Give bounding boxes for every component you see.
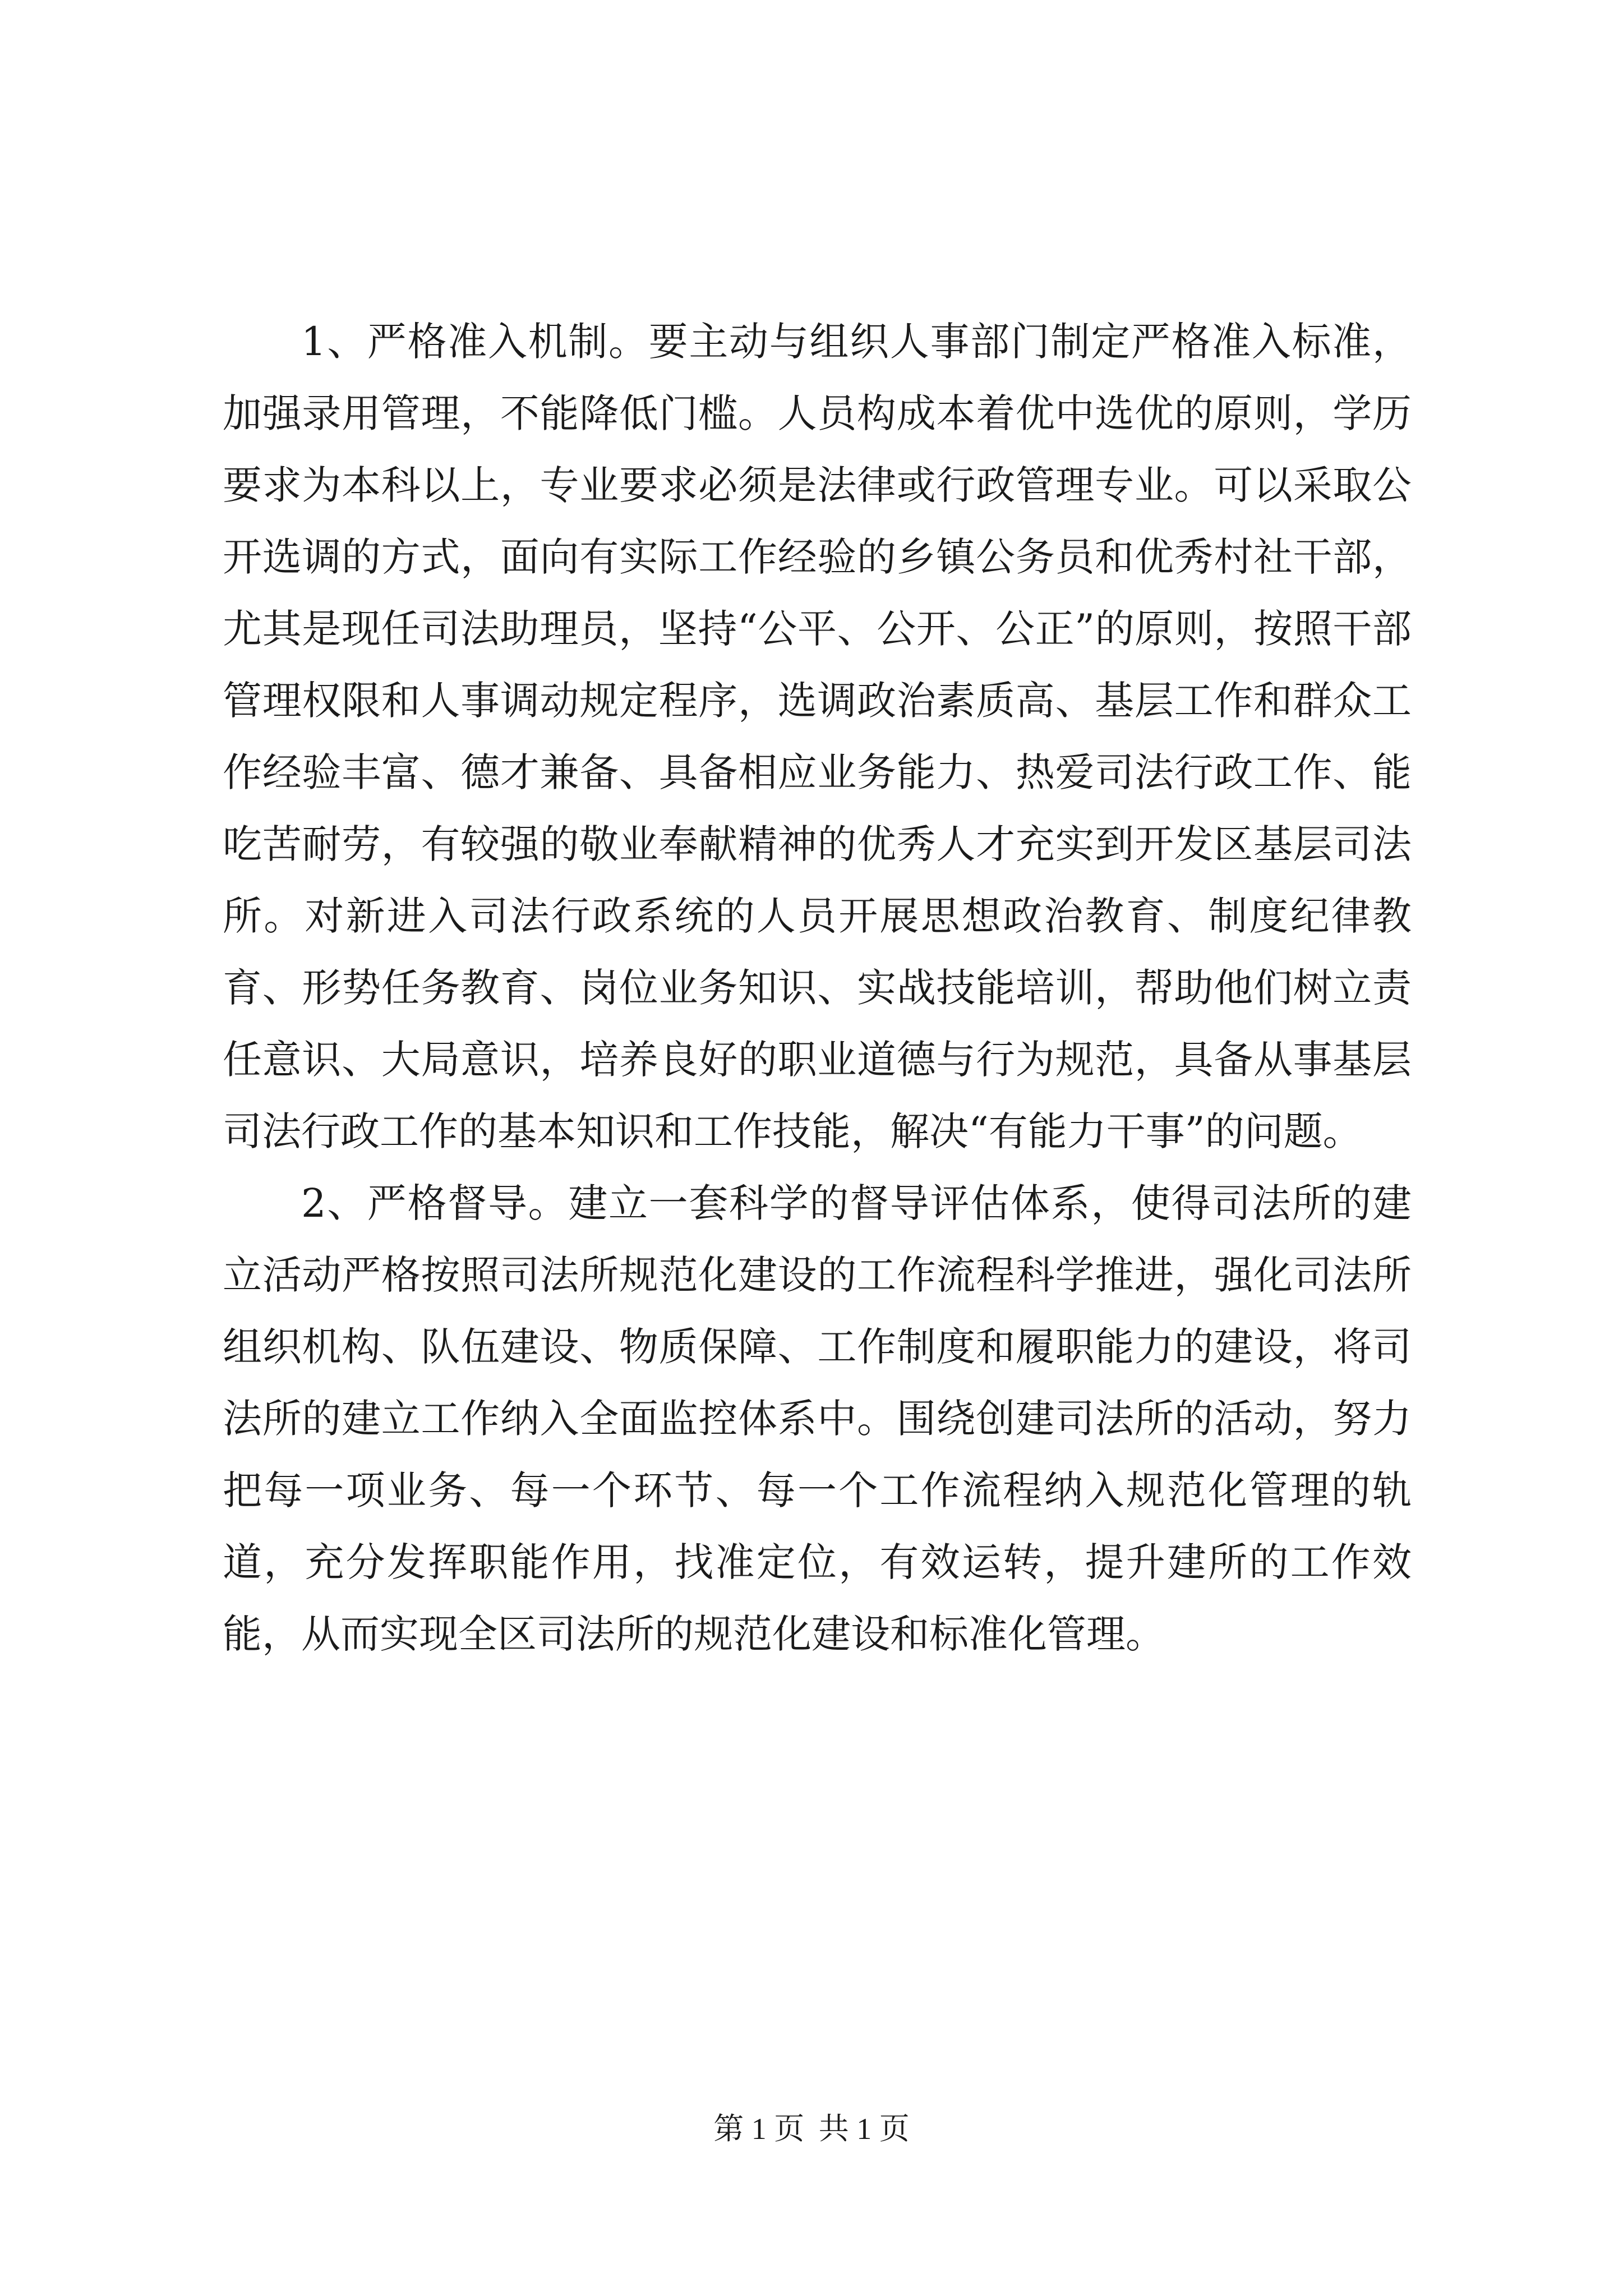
- page-total: 共 1 页: [818, 2112, 910, 2146]
- paragraph-admission-mechanism: 1、严格准入机制。要主动与组织人事部门制定严格准入标准，加强录用管理，不能降低门槛。人员构成本着优中选优的原则，学历要求为本科以上，专业要求必须是法律或行政管理专业。可以采取公开选调的方式，面向有实际工作经验的乡镇公务员和优秀村社干部，尤其是现任司法助理员，坚持“公平、公开、公正”的原则，按照干部管理权限和人事调动规定程序，选调政治素质高、基层工作和群众工作经验丰富、德才兼备、具备相应业务能力、热爱司法行政工作、能吃苦耐劳，有较强的敬业奉献精神的优秀人才充实到开发区基层司法所。对新进入司法行政系统的人员开展思想政治教育、制度纪律教育、形势任务教育、岗位业务知识、实战技能培训，帮助他们树立责任意识、大局意识，培养良好的职业道德与行为规范，具备从事基层司法行政工作的基本知识和工作技能，解决“有能力干事”的问题。: [223, 319, 1412, 1154]
- document-body: [223, 306, 1412, 1670]
- page-number: 第 1 页: [713, 2112, 805, 2146]
- paragraph-supervision: 2、严格督导。建立一套科学的督导评估体系，使得司法所的建立活动严格按照司法所规范化建设的工作流程科学推进，强化司法所组织机构、队伍建设、物质保障、工作制度和履职能力的建设，将司法所的建立工作纳入全面监控体系中。围绕创建司法所的活动，努力把每一项业务、每一个环节、每一个工作流程纳入规范化管理的轨道，充分发挥职能作用，找准定位，有效运转，提升建所的工作效能，从而实现全区司法所的规范化建设和标准化管理。: [223, 1180, 1412, 1657]
- page-footer: [0, 2105, 1623, 2148]
